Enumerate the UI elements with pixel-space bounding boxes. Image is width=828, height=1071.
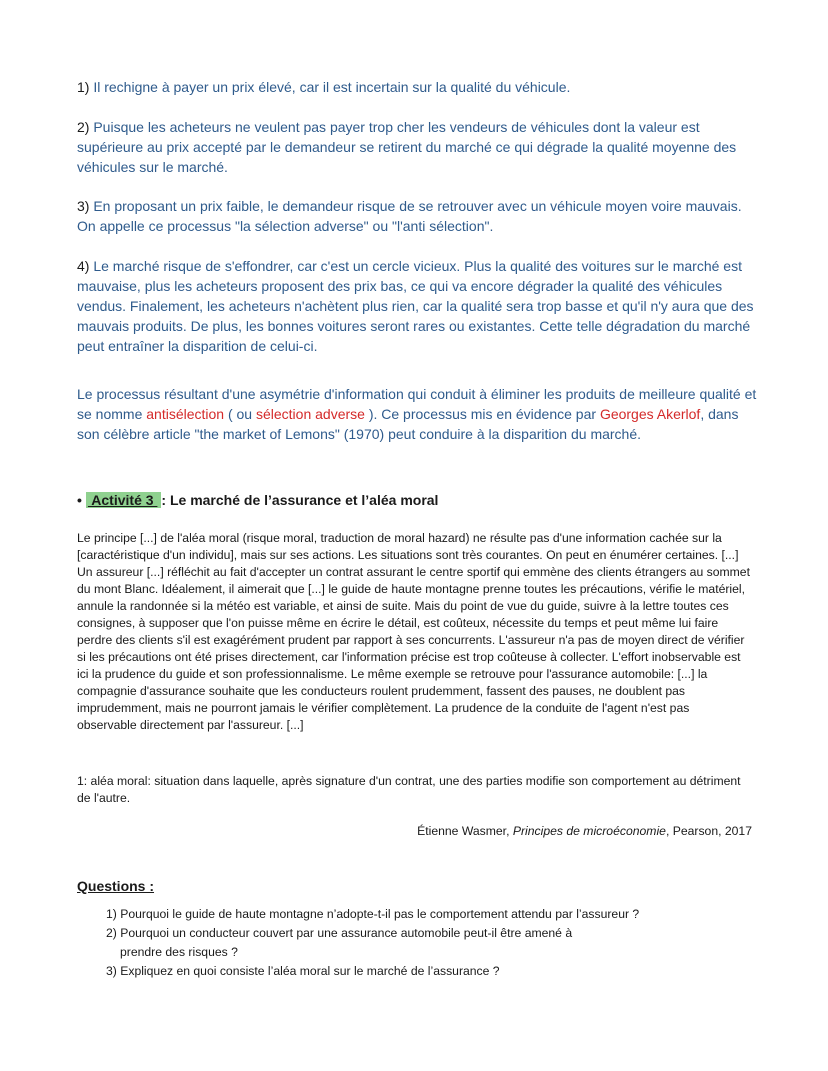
answer-number: 2)	[77, 119, 90, 135]
questions-list	[106, 905, 706, 981]
source-citation	[417, 823, 752, 840]
conclusion-text: Le processus résultant d'une asymétrie d'information qui conduit à éliminer les produits de meilleure qualité et se nomme	[77, 386, 757, 422]
answer-number: 1)	[77, 79, 90, 95]
answer-1	[77, 77, 757, 97]
activity-heading	[77, 492, 438, 508]
activity-title: : Le marché de l’assurance et l’aléa moral	[161, 492, 439, 508]
question-item-continuation: prendre des risques ?	[120, 945, 238, 959]
conclusion-paragraph	[77, 384, 757, 444]
question-item: 3) Expliquez en quoi consiste l’aléa moral sur le marché de l’assurance ?	[106, 964, 500, 978]
conclusion-text: , dans son célèbre article "the market of Lemons" (1970) peut conduire à la disparition du marché.	[77, 406, 739, 442]
document-excerpt: Le principe [...] de l'aléa moral (risque moral, traduction de moral hazard) ne résulte pas d'une information cachée sur la [caractéristique d'un individu], mais sur ses actions. Les situations sont très courantes. On peut en énumérer certaines. [...] Un assureur [...] réfléchit au fait d'accepter un contrat assurant le centre sportif qui emmène des clients étrangers au sommet du mont Blanc. Idéalement, il aimerait que [...] le guide de haute montagne prenne toutes les précautions, vérifie le matériel, annule la randonnée si la météo est variable, et ainsi de suite. Mais du point de vue du guide, suivre à la lettre toutes ces consignes, à supposer que l'on puisse même en écrire le détail, est coûteux, nécessite du temps et peut même lui faire perdre des clients s'il est exagérément prudent par rapport à ses concurrents. L'assureur n'a pas de moyen direct de vérifier si les précautions ont été prises directement, car l'information précise est trop coûteuse à collecter. L'effort inobservable est ici la prudence du guide et son professionnalisme. Le même exemple se retrouve pour l'assurance automobile: [...] la compagnie d'assurance souhaite que les conducteurs roulent prudemment, fassent des pauses, ne doublent pas imprudemment, mais ne pourront jamais le vérifier complètement. La prudence de la conduite de l'agent n'est pas observable directement par l'assureur. [...]	[77, 531, 750, 732]
source-publisher: , Pearson, 2017	[665, 824, 752, 838]
bullet-icon: •	[77, 492, 82, 508]
source-book: Principes de microéconomie	[512, 824, 666, 838]
question-item: 1) Pourquoi le guide de haute montagne n’adopte-t-il pas le comportement attendu par l’assureur ?	[106, 907, 640, 921]
key-term: Georges Akerlof	[599, 406, 701, 422]
key-term: antisélection	[146, 406, 225, 422]
answer-4	[77, 256, 757, 356]
source-author: Étienne Wasmer,	[417, 824, 513, 838]
answer-3	[77, 196, 757, 236]
conclusion-text: ( ou	[224, 406, 256, 422]
key-term: sélection adverse	[255, 406, 365, 422]
answer-number: 4)	[77, 258, 90, 274]
answer-text: Puisque les acheteurs ne veulent pas payer trop cher les vendeurs de véhicules dont la valeur est supérieure au prix accepté par le demandeur se retirent du marché ce qui dégrade la qualité moyenne des véhicules sur le marché.	[77, 119, 737, 175]
answer-text: Il rechigne à payer un prix élevé, car il est incertain sur la qualité du véhicule.	[89, 79, 571, 95]
answer-2	[77, 117, 757, 177]
answer-number: 3)	[77, 198, 90, 214]
footnote: 1: aléa moral: situation dans laquelle, après signature d'un contrat, une des parties modifie son comportement au détriment de l'autre.	[77, 774, 741, 805]
answer-text: En proposant un prix faible, le demandeur risque de se retrouver avec un véhicule moyen voire mauvais. On appelle ce processus "la sélection adverse" ou "l'anti sélection".	[77, 198, 742, 234]
question-item: 2) Pourquoi un conducteur couvert par une assurance automobile peut-il être amené à	[106, 926, 573, 940]
activity-label: Activité 3	[86, 492, 162, 508]
answer-text: Le marché risque de s'effondrer, car c'est un cercle vicieux. Plus la qualité des voitures sur le marché est mauvaise, plus les acheteurs proposent des prix bas, ce qui va encore dégrader la qualité des véhicules vendus. Finalement, les acheteurs n'achètent plus rien, car la qualité sera trop basse et qu'il n'y aura que des mauvais produits. De plus, les bonnes voitures seront rares ou existantes. Cette telle dégradation du marché peut entraîner la disparition de celui-ci.	[77, 258, 754, 354]
questions-title: Questions :	[77, 878, 155, 894]
conclusion-text: ). Ce processus mis en évidence par	[364, 406, 600, 422]
